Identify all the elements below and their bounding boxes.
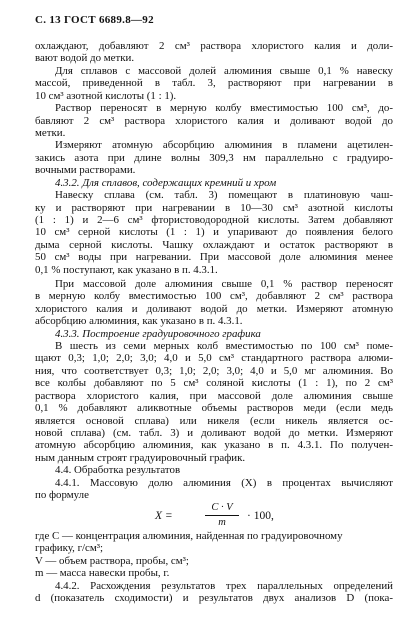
- section-heading: 4.3.3. Построение градуировочного графика: [55, 327, 261, 340]
- text-line: все колбы добавляют по 5 см³ соляной кислоты (1 : 1), по 2 см³: [35, 377, 393, 390]
- text-line: ния, что соответствует 0,3; 1,0; 2,0; 3,0; 4,0 и 5,0 мг алюминия. Во: [35, 364, 393, 377]
- text-line: дыма серной кислоты. Чашку охлаждают и остаток растворяют в: [35, 238, 393, 251]
- section-heading: 4.3.2. Для сплавов, содержащих кремний и хром: [55, 176, 277, 189]
- text-line: хлористого калия и доливают водой до метки. Измеряют атомную: [35, 302, 393, 315]
- text-line: где C — концентрация алюминия, найденная по градуировочному: [35, 529, 343, 542]
- formula-numerator: C · V: [211, 501, 233, 513]
- text-line: В шесть из семи мерных колб вместимостью по 100 см³ поме-: [55, 340, 393, 352]
- text-line: атомную абсорбцию алюминия, как указано в п. 4.3.1. По получен-: [35, 439, 393, 452]
- text-line: щают 0,3; 1,0; 2,0; 3,0; 4,0 и 5,0 см³ стандартного раствора алюми-: [35, 352, 393, 365]
- text-line: d (показатель сходимости) и результатов двух анализов D (пока-: [35, 592, 393, 604]
- formula-denominator: m: [218, 516, 226, 528]
- text-line: m — масса навески пробы, г.: [35, 567, 170, 580]
- text-line: охлаждают, добавляют 2 см³ раствора хлористого калия и доли-: [35, 40, 393, 52]
- section-heading: 4.4. Обработка результатов: [55, 464, 181, 477]
- text-line: 0,1 % поступают, как указано в п. 4.3.1.: [35, 263, 218, 276]
- text-line: Раствор переносят в мерную колбу вместимостью 100 см³, до-: [55, 102, 393, 115]
- formula-lhs: X =: [155, 509, 173, 522]
- text-line: новой сплава) (см. табл. 3) и доливают водой до метки. Измеряют: [35, 426, 393, 439]
- fraction-bar: [205, 515, 239, 516]
- formula-fraction: [205, 502, 239, 529]
- text-line: закись азота при длине волны 309,3 нм параллельно с градуиро-: [35, 151, 393, 164]
- text-line: 0,1 % добавляют аликвотные объемы растворов меди (если медь: [35, 402, 393, 415]
- formula: [155, 502, 335, 532]
- text-line: V — объем раствора, пробы, см³;: [35, 554, 189, 567]
- text-line: Для сплавов с массовой долей алюминия свыше 0,1 % навеску: [55, 64, 393, 77]
- text-line: 4.4.1. Массовую долю алюминия (X) в процентах вычисляют: [55, 476, 393, 489]
- text-line: графику, г/см³;: [35, 542, 104, 555]
- text-line: ку и растворяют при нагревании в 10—30 см³ азотной кислоты: [35, 201, 393, 214]
- text-line: по формуле: [35, 489, 89, 502]
- text-line: является основой сплава) или никеля (если никель является ос-: [35, 414, 393, 427]
- text-line: раствора хлористого калия, при массовой доле алюминия свыше: [35, 389, 393, 402]
- text-line: вают водой до метки.: [35, 52, 135, 65]
- text-line: абсорбцию алюминия, как указано в п. 4.3.1.: [35, 315, 243, 328]
- text-line: При массовой доле алюминия свыше 0,1 % раствор переносят: [55, 277, 393, 290]
- text-line: 50 см³ воды при нагревании. При массовой доле алюминия менее: [35, 251, 393, 264]
- text-line: в мерную колбу вместимостью 100 см³, добавляют 2 см³ раствора: [35, 290, 393, 303]
- text-line: ным данным строят градуировочный график.: [35, 451, 246, 464]
- page-header: С. 13 ГОСТ 6689.8—92: [35, 14, 154, 26]
- text-line: бавляют 2 см³ раствора хлористого калия и доливают водой до: [35, 114, 393, 127]
- text-line: Измеряют атомную абсорбцию алюминия в пламени ацетилен-: [55, 139, 393, 152]
- text-line: 10 см³ серной кислоты (1 : 1) и упаривают до появления белого: [35, 226, 393, 239]
- text-line: вочными растворами.: [35, 164, 136, 177]
- text-line: Навеску сплава (см. табл. 3) помещают в платиновую чаш-: [55, 189, 393, 202]
- text-line: метки.: [35, 127, 66, 139]
- text-line: массой, приведенной в табл. 3, растворяют при нагревании в: [35, 77, 393, 90]
- text-line: 4.4.2. Расхождения результатов трех параллельных определений: [55, 579, 393, 592]
- formula-rhs: · 100,: [247, 509, 274, 522]
- text-line: (1 : 1) и 2—6 см³ фтористоводородной кислоты. Затем добавляют: [35, 213, 393, 226]
- text-line: 10 см³ азотной кислоты (1 : 1).: [35, 89, 177, 102]
